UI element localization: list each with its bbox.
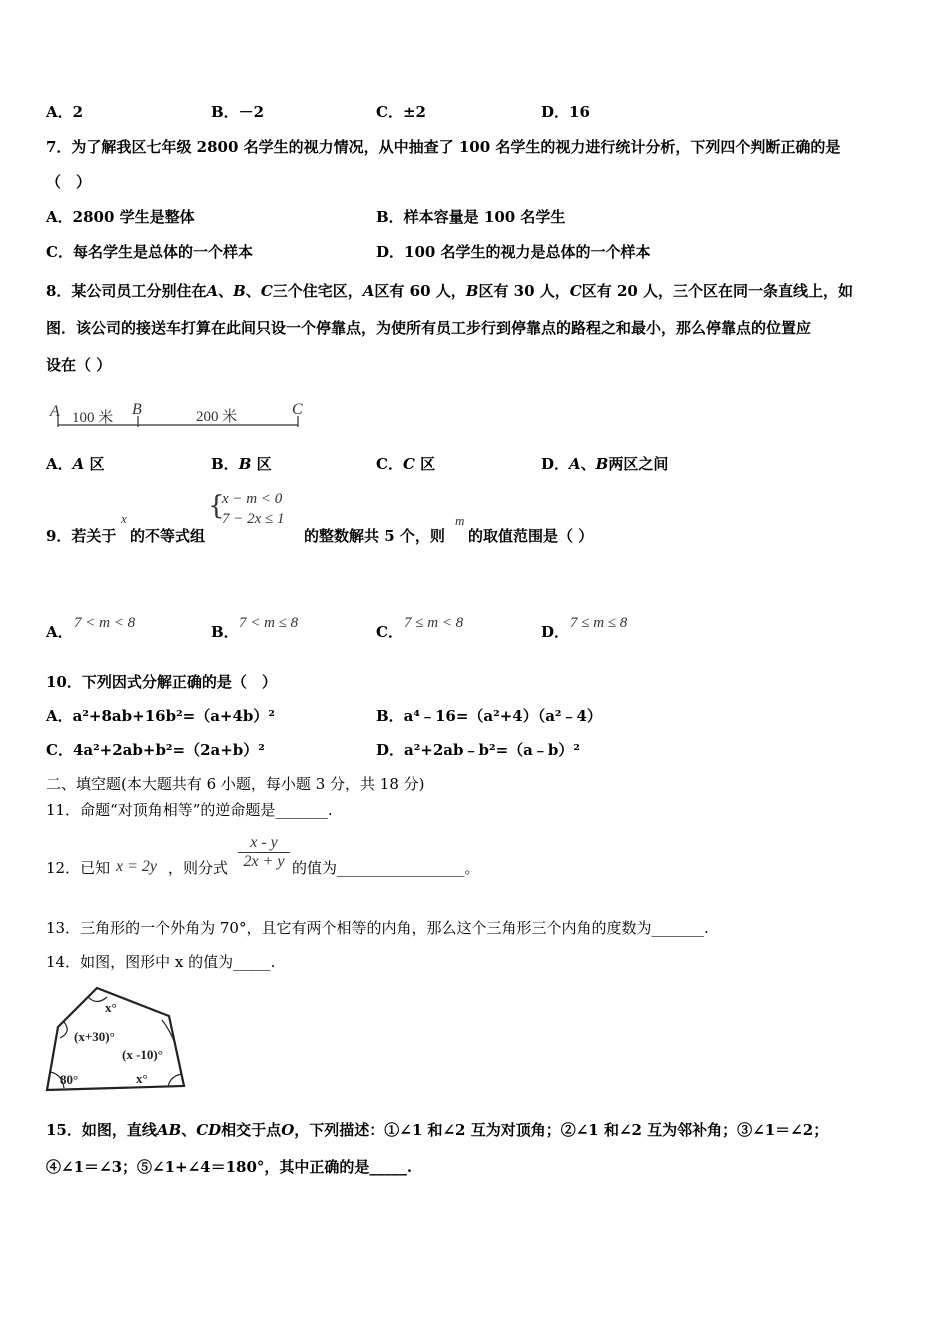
q12-denominator: 2x + y [238,852,290,871]
q9-var-m: m [455,513,465,528]
q9-option-a-label: A． [46,623,73,641]
q7-paren: （ ） [46,173,92,191]
q10-option-a: A．a²+8ab+16b²=（a+4b）² [46,707,275,725]
q7-option-b: B．样本容量是 100 名学生 [376,208,566,226]
q10-option-c: C．4a²+2ab+b²=（2a+b）² [46,741,265,759]
q9-text-3: 的整数解共 5 个，则 [304,527,445,545]
q8-line2: 图．该公司的接送车打算在此间只设一个停靠点，为使所有员工步行到停靠点的路程之和最小，那么停靠点的位置应 [46,319,812,337]
q9-text-1: 9．若关于 [46,527,117,545]
q13: 13．三角形的一个外角为 70°，且它有两个相等的内角，那么这个三角形三个内角的度数为_______. [46,919,709,937]
q8-line1: 8．某公司员工分别住在A、B、C三个住宅区，A区有 60 人，B区有 30 人，C区有 20 人，三个区在同一条直线上，如 [46,282,854,300]
q14-angle-bottom-left: 80° [60,1072,79,1087]
q6-option-c: C．±2 [376,103,426,121]
q10-stem: 10．下列因式分解正确的是（ ） [46,673,277,691]
q6-option-d: D．16 [541,103,590,121]
q12-condition: x = 2y [116,858,157,875]
q7-option-d: D．100 名学生的视力是总体的一个样本 [376,243,651,261]
q12-text-1: 12．已知 [46,859,111,877]
q15-line1: 15．如图，直线AB、CD相交于点O，下列描述：①∠1 和∠2 互为对顶角；②∠1 和∠2 互为邻补角；③∠1＝∠2； [46,1121,829,1139]
q8-distance-bc: 200 米 [196,409,238,425]
q8-point-b-label: B [132,401,142,418]
q12-fraction [238,834,290,871]
q7-stem: 7．为了解我区七年级 2800 名学生的视力情况，从中抽查了 100 名学生的视力进行统计分析，下列四个判断正确的是 [46,138,841,156]
q7-option-a: A．2800 学生是整体 [46,208,195,226]
q9-option-b: 7 < m ≤ 8 [239,615,299,631]
q6-option-b: B．－2 [211,103,265,121]
q14-pentagon-figure [44,984,190,1094]
q9-system-brace: { [208,491,225,521]
q8-line3: 设在（ ） [46,356,112,374]
q11: 11．命题“对顶角相等”的逆命题是_______. [46,801,333,819]
q12-text-3: 的值为_________________。 [292,859,480,877]
q12-numerator: x - y [250,834,278,851]
q10-option-b: B．a⁴﹣16=（a²+4）（a²﹣4） [376,707,602,725]
q8-option-a: A．A 区 [46,455,105,473]
q9-text-4: 的取值范围是（ ） [468,527,594,545]
q12-text-2: ，则分式 [168,859,229,877]
q8-option-d: D．A、B两区之间 [541,455,669,473]
q9-var-x: x [121,511,127,526]
q8-point-c-label: C [292,401,303,418]
q9-option-c: 7 ≤ m < 8 [404,615,464,631]
q14-angle-left: (x+30)° [74,1029,115,1044]
q8-point-a-label: A [50,403,60,420]
q14-angle-right: (x -10)° [122,1047,163,1062]
q14-angle-bottom-right: x° [136,1071,148,1086]
q9-ineq-2: 7 − 2x ≤ 1 [222,511,285,527]
q9-ineq-1: x − m < 0 [222,491,283,507]
q9-option-c-label: C． [376,623,403,641]
q9-option-b-label: B． [211,623,239,641]
q14-stem: 14．如图，图形中 x 的值为_____. [46,953,276,971]
q9-option-d-label: D． [541,623,570,641]
q8-distance-ab: 100 米 [72,410,114,426]
q9-text-2: 的不等式组 [130,527,206,545]
q10-option-d: D．a²+2ab﹣b²=（a﹣b）² [376,741,580,759]
q9-option-d: 7 ≤ m ≤ 8 [570,615,628,631]
q14-angle-top: x° [105,1000,117,1015]
q15-line2: ④∠1＝∠3；⑤∠1+∠4＝180°，其中正确的是_____. [46,1158,413,1176]
q8-option-b: B．B 区 [211,455,272,473]
q7-option-c: C．每名学生是总体的一个样本 [46,243,253,261]
q8-option-c: C．C 区 [376,455,436,473]
q8-line-figure [46,398,316,430]
section-fill-in-heading: 二、填空题(本大题共有 6 小题，每小题 3 分，共 18 分) [46,775,425,793]
q6-option-a: A．2 [46,103,84,121]
q9-option-a: 7 < m < 8 [74,615,136,631]
